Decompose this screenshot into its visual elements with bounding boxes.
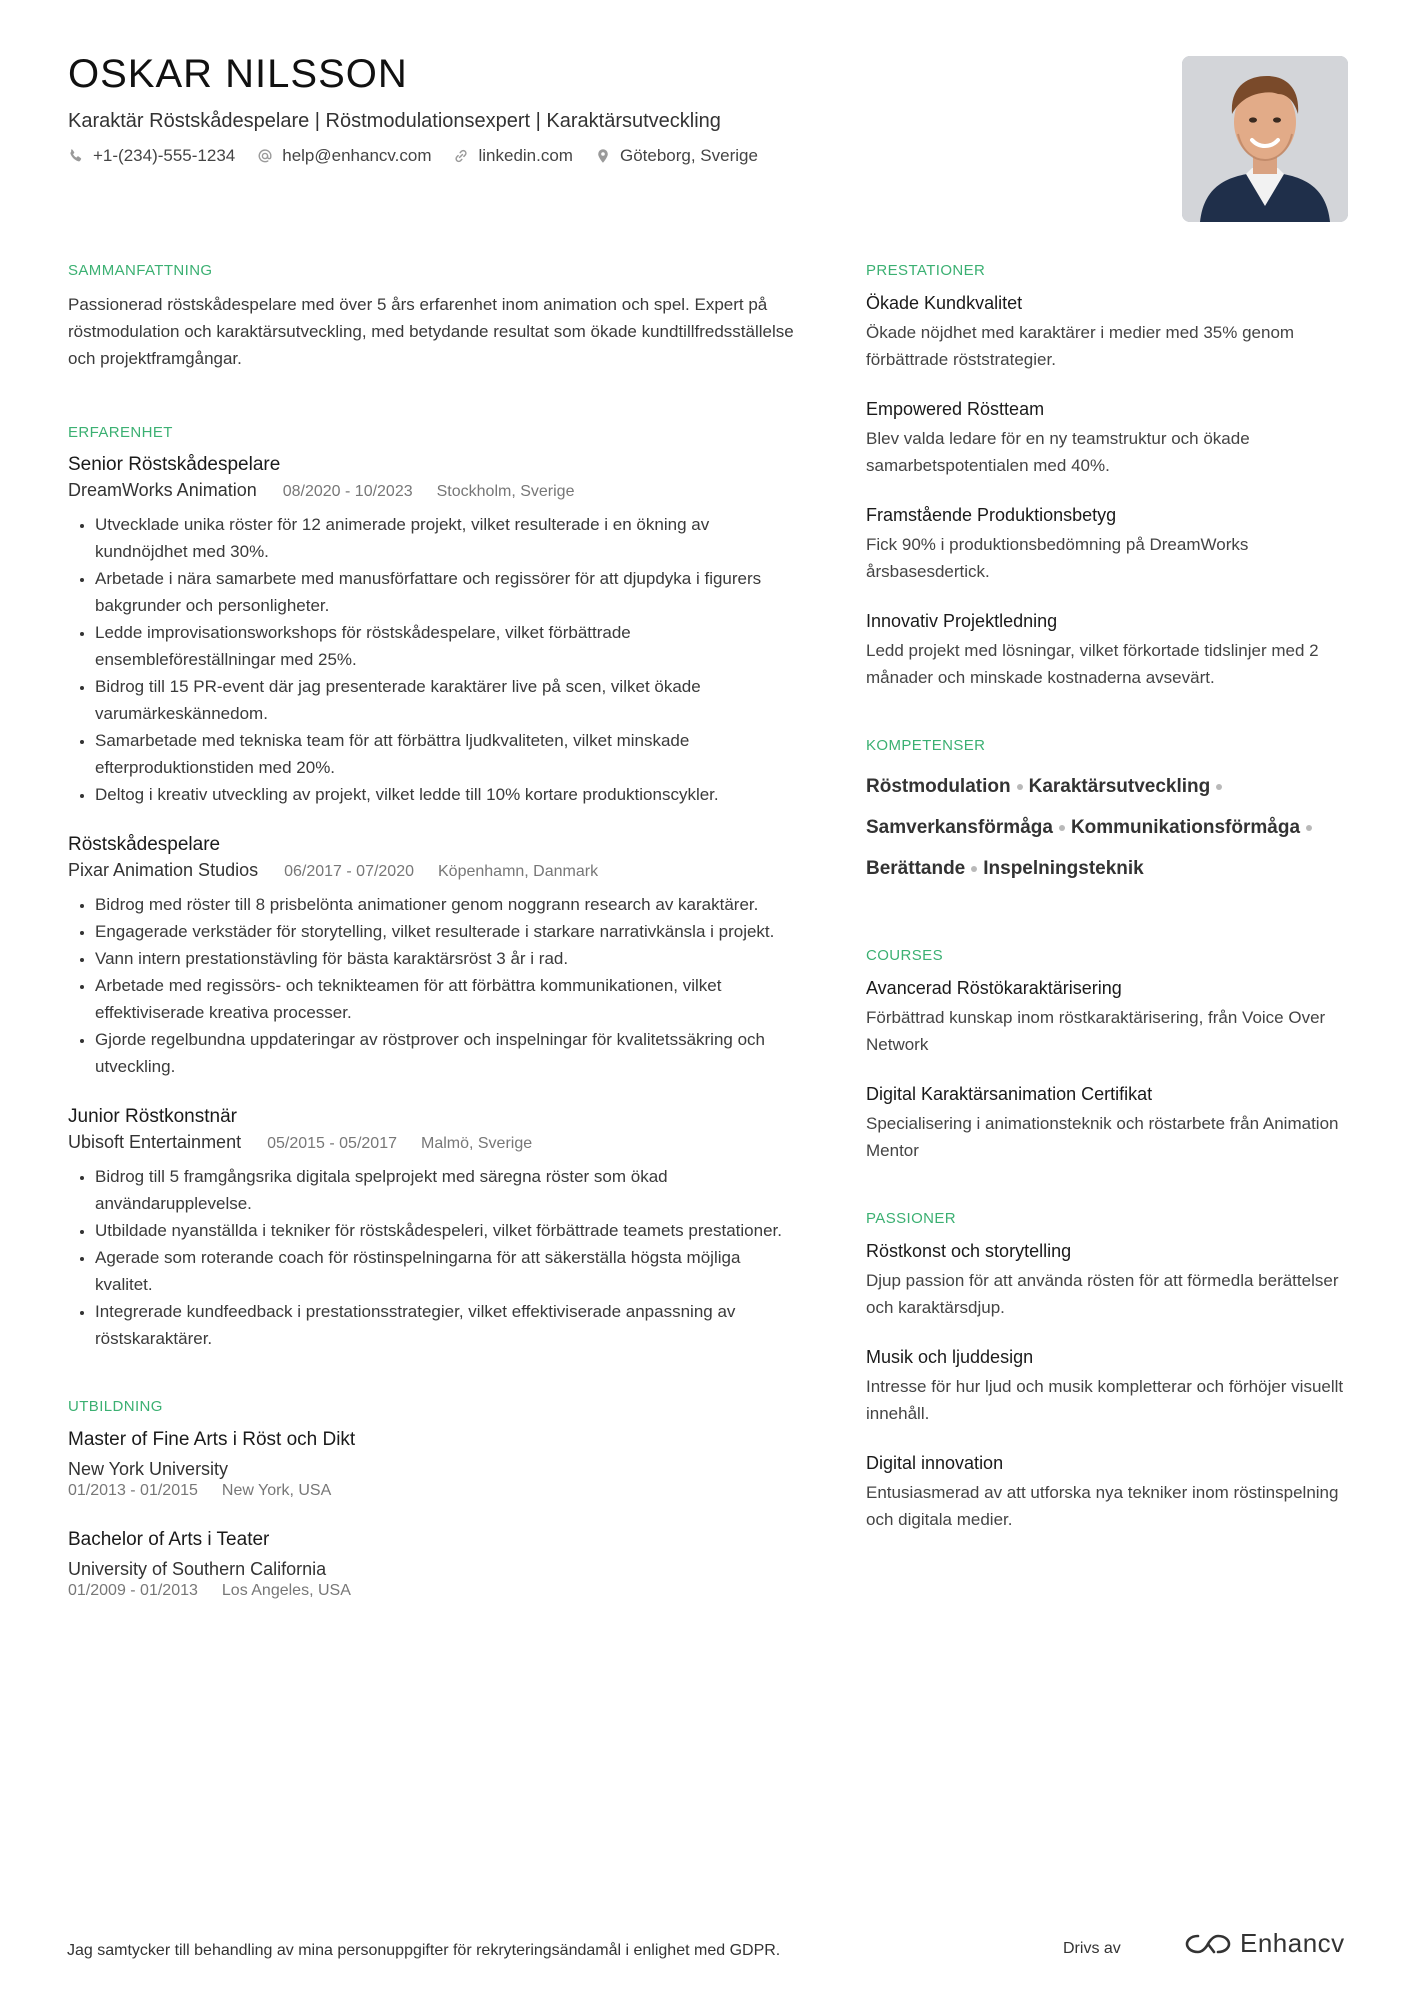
job-bullet: • Bidrog till 5 framgångsrika digitala spelprojekt med säregna röster som ökad användarupplevelse.: [95, 1163, 798, 1217]
left-column: [68, 262, 798, 1601]
passion-desc: Entusiasmerad av att utforska nya tekniker inom röstinspelning och digitala medier.: [866, 1483, 1339, 1529]
achievement-item: [866, 503, 1351, 585]
enhancv-logo-icon: [1184, 1930, 1232, 1958]
candidate-title: Karaktär Röstskådespelare | Röstmodulationsexpert | Karaktärsutveckling: [68, 110, 721, 132]
job-bullet: • Gjorde regelbundna uppdateringar av röstprover och inspelningar för kvalitetssäkring och utveckling.: [95, 1026, 798, 1080]
education-entry: [68, 1527, 798, 1601]
summary-section: [68, 262, 798, 372]
separator-dot: [1017, 784, 1023, 790]
course-title: Digital Karaktärsanimation Certifikat: [866, 1084, 1153, 1104]
skill-tag: Berättande: [866, 858, 966, 879]
job-bullet: • Bidrog med röster till 8 prisbelönta animationer genom noggrann research av karaktärer.: [95, 891, 798, 918]
skill-tag: Samverkansförmåga: [866, 817, 1053, 838]
achievements-heading: PRESTATIONER: [866, 262, 986, 279]
education-degree: Master of Fine Arts i Röst och Dikt: [68, 1429, 356, 1450]
contact-list: [68, 146, 1128, 166]
enhancv-logo[interactable]: [1184, 1928, 1345, 1959]
achievement-desc: Blev valda ledare för en ny teamstruktur och ökade samarbetspotentialen med 40%.: [866, 429, 1250, 475]
passion-title: Digital innovation: [866, 1453, 1004, 1473]
job-bullet: • Agerade som roterande coach för röstinspelningarna för att säkerställa högsta möjliga kvalitet.: [95, 1244, 798, 1298]
achievement-item: [866, 397, 1351, 479]
gdpr-consent-text: Jag samtycker till behandling av mina personuppgifter för rekryteringsändamål i enlighet med GDPR.: [67, 1942, 781, 1959]
separator-dot: [1059, 825, 1065, 831]
job-meta: [68, 857, 798, 885]
job-title: Senior Röstskådespelare: [68, 454, 281, 475]
education-location: New York, USA: [221, 1482, 332, 1499]
course-item: [866, 976, 1351, 1058]
summary-heading: SAMMANFATTNING: [68, 262, 213, 279]
separator-dot: [1306, 825, 1312, 831]
right-column: [866, 262, 1351, 1533]
achievement-title: Framstående Produktionsbetyg: [866, 505, 1117, 525]
education-degree: Bachelor of Arts i Teater: [68, 1529, 270, 1550]
achievement-desc: Fick 90% i produktionsbedömning på DreamWorks årsbasesdertick.: [866, 535, 1249, 581]
location-pin-icon: [595, 148, 611, 164]
education-entry: [68, 1427, 798, 1501]
job-bullet: • Ledde improvisationsworkshops för röstskådespelare, vilket förbättrade ensembleföreställningar med 25%.: [95, 619, 798, 673]
job-bullet: • Arbetade i nära samarbete med manusförfattare och regissörer för att djupdyka i figurers bakgrunder och personligheter.: [95, 565, 798, 619]
skill-tag: Karaktärsutveckling: [1028, 776, 1211, 797]
job-meta: [68, 1129, 798, 1157]
job-company: Ubisoft Entertainment: [68, 1132, 242, 1152]
job-bullets: [68, 1163, 798, 1352]
skills-section: [866, 737, 1351, 889]
course-desc: Förbättrad kunskap inom röstkaraktärisering, från Voice Over Network: [866, 1008, 1326, 1054]
achievement-title: Empowered Röstteam: [866, 399, 1045, 419]
job-bullet: • Arbetade med regissörs- och teknikteamen för att förbättra kommunikationen, vilket effektiviserade kreativa processer.: [95, 972, 798, 1026]
profile-photo: [1182, 56, 1348, 222]
brand-name: Enhancv: [1240, 1928, 1345, 1958]
job-bullet: • Utbildade nyanställda i tekniker för röstskådespeleri, vilket förbättrade teamets prestationer.: [95, 1217, 798, 1244]
education-school: New York University: [68, 1459, 229, 1479]
powered-by-label: Drivs av: [1063, 1940, 1121, 1957]
job-bullet: • Samarbetade med tekniska team för att förbättra ljudkvaliteten, vilket minskade efterproduktionstiden med 20%.: [95, 727, 798, 781]
resume-header: [68, 52, 1128, 166]
achievement-title: Ökade Kundkvalitet: [866, 293, 1023, 313]
passion-desc: Djup passion för att använda rösten för att förmedla berättelser och karaktärsdjup.: [866, 1271, 1339, 1317]
summary-text: Passionerad röstskådespelare med över 5 års erfarenhet inom animation och spel. Expert på röstmodulation och karaktärsutveckling, med betydande resultat som ökade kundtillfredsställelse och projektframgångar.: [68, 295, 794, 368]
phone-icon: [68, 148, 84, 164]
job-location: Stockholm, Sverige: [436, 483, 575, 500]
achievement-desc: Ökade nöjdhet med karaktärer i medier med 35% genom förbättrade röststrategier.: [866, 323, 1295, 369]
experience-section: [68, 424, 798, 1352]
job-location: Malmö, Sverige: [420, 1135, 533, 1152]
skills-list: [866, 766, 1351, 889]
job-entry: [68, 1105, 798, 1352]
achievements-section: [866, 262, 1351, 691]
passion-item: [866, 1239, 1351, 1321]
achievement-desc: Ledd projekt med lösningar, vilket förkortade tidslinjer med 2 månader och minskade kostnaderna avsevärt.: [866, 641, 1319, 687]
achievement-item: [866, 609, 1351, 691]
contact-linkedin[interactable]: [453, 146, 573, 166]
education-location: Los Angeles, USA: [221, 1582, 351, 1599]
job-bullets: [68, 511, 798, 808]
job-bullet: • Integrerade kundfeedback i prestationsstrategier, vilket effektiviserade anpassning av röstskaraktärer.: [95, 1298, 798, 1352]
job-company: DreamWorks Animation: [68, 480, 257, 500]
education-section: [68, 1398, 798, 1601]
email-text: help@enhancv.com: [282, 146, 432, 165]
separator-dot: [971, 866, 977, 872]
skill-tag: Inspelningsteknik: [983, 858, 1144, 879]
courses-section: [866, 947, 1351, 1164]
job-entry: [68, 833, 798, 1080]
achievement-item: [866, 291, 1351, 373]
education-dates: 01/2009 - 01/2013: [68, 1582, 198, 1599]
education-school: University of Southern California: [68, 1559, 327, 1579]
linkedin-text: linkedin.com: [478, 146, 573, 165]
job-bullet: • Deltog i kreativ utveckling av projekt, vilket ledde till 10% kortare produktionscykler.: [95, 781, 798, 808]
passion-title: Musik och ljuddesign: [866, 1347, 1034, 1367]
link-icon: [453, 148, 469, 164]
phone-text: +1-(234)-555-1234: [93, 146, 236, 165]
separator-dot: [1216, 784, 1222, 790]
contact-email[interactable]: [257, 146, 431, 166]
job-company: Pixar Animation Studios: [68, 860, 259, 880]
job-bullet: • Vann intern prestationstävling för bästa karaktärsröst 3 år i rad.: [95, 945, 798, 972]
passion-item: [866, 1345, 1351, 1427]
job-bullets: [68, 891, 798, 1080]
at-icon: [257, 148, 273, 164]
contact-phone[interactable]: [68, 146, 235, 166]
education-dates: 01/2013 - 01/2015: [68, 1482, 198, 1499]
passions-section: [866, 1210, 1351, 1533]
job-location: Köpenhamn, Danmark: [438, 863, 599, 880]
skill-tag: Kommunikationsförmåga: [1070, 817, 1301, 838]
courses-heading: COURSES: [866, 947, 943, 964]
job-title: Junior Röstkonstnär: [68, 1106, 237, 1127]
course-desc: Specialisering i animationsteknik och röstarbete från Animation Mentor: [866, 1114, 1339, 1160]
job-dates: 06/2017 - 07/2020: [284, 863, 414, 880]
candidate-name: OSKAR NILSSON: [68, 52, 408, 96]
job-dates: 05/2015 - 05/2017: [267, 1135, 397, 1152]
location-text: Göteborg, Sverige: [619, 146, 758, 165]
passions-heading: PASSIONER: [866, 1210, 957, 1227]
achievement-title: Innovativ Projektledning: [866, 611, 1058, 631]
job-title: Röstskådespelare: [68, 834, 221, 855]
job-bullet: • Utvecklade unika röster för 12 animerade projekt, vilket resulterade i en ökning av kundnöjdhet med 30%.: [95, 511, 798, 565]
job-dates: 08/2020 - 10/2023: [282, 483, 413, 500]
education-heading: UTBILDNING: [68, 1398, 163, 1415]
job-bullet: • Engagerade verkstäder för storytelling, vilket resulterade i starkare narrativkänsla i projekt.: [95, 918, 798, 945]
skill-tag: Röstmodulation: [866, 776, 1011, 797]
contact-location: [595, 146, 758, 166]
job-meta: [68, 477, 798, 505]
education-meta: [68, 1481, 798, 1501]
course-title: Avancerad Röstökaraktärisering: [866, 978, 1122, 998]
experience-heading: ERFARENHET: [68, 424, 173, 441]
course-item: [866, 1082, 1351, 1164]
passion-title: Röstkonst och storytelling: [866, 1241, 1072, 1261]
skills-heading: KOMPETENSER: [866, 737, 986, 754]
passion-desc: Intresse för hur ljud och musik kompletterar och förhöjer visuellt innehåll.: [866, 1377, 1344, 1423]
job-bullet: • Bidrog till 15 PR-event där jag presenterade karaktärer live på scen, vilket ökade varumärkeskännedom.: [95, 673, 798, 727]
job-entry: [68, 453, 798, 808]
education-meta: [68, 1581, 798, 1601]
passion-item: [866, 1451, 1351, 1533]
